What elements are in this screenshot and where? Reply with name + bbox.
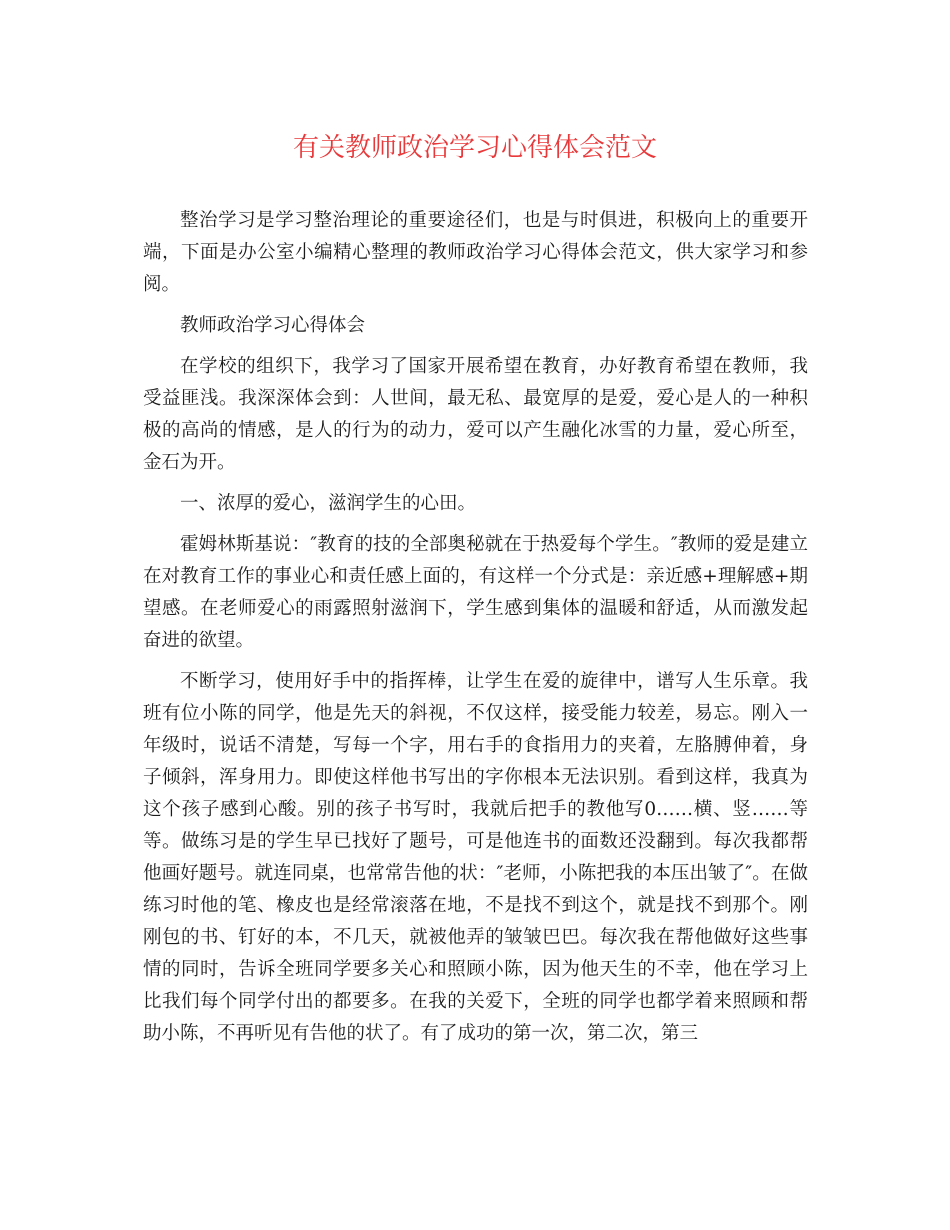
document-body [143, 205, 808, 1059]
paragraph-quote: 霍姆林斯基说：″教育的技的全部奥秘就在于热爱每个学生。″教师的爱是建立在对教育工作的事业心和责任感上面的，有这样一个分式是：亲近感+理解感+期望感。在老师爱心的雨露照射滋润下，学生感到集体的温暖和舒适，从而激发起奋进的欲望。 [143, 534, 808, 651]
paragraph-intro: 整治学习是学习整治理论的重要途径们，也是与时俱进，积极向上的重要开端，下面是办公室小编精心整理的教师政治学习心得体会范文，供大家学习和参阅。 [143, 210, 808, 295]
paragraph-section-heading: 一、浓厚的爱心，滋润学生的心田。 [180, 493, 477, 514]
paragraph-learning: 在学校的组织下，我学习了国家开展希望在教育，办好教育希望在教师，我受益匪浅。我深深体会到：人世间，最无私、最宽厚的是爱，爱心是人的一种积极的高尚的情感，是人的行为的动力，爱可以产生融化冰雪的力量，爱心所至，金石为开。 [143, 356, 808, 473]
document-title: 有关教师政治学习心得体会范文 [292, 133, 657, 163]
paragraph-story: 不断学习，使用好手中的指挥棒，让学生在爱的旋律中，谱写人生乐章。我班有位小陈的同学，他是先天的斜视，不仅这样，接受能力较差，易忘。刚入一年级时，说话不清楚，写每一个字，用右手的食指用力的夹着，左胳膊伸着，身子倾斜，浑身用力。即使这样他书写出的字你根本无法识别。看到这样，我真为这个孩子感到心酸。别的孩子书写时，我就后把手的教他写0……横、竖……等等。做练习是的学生早已找好了题号，可是他连书的面数还没翻到。每次我都帮他画好题号。就连同桌，也常常告他的状：″老师，小陈把我的本压出皱了″。在做练习时他的笔、橡皮也是经常滚落在地，不是找不到这个，就是找不到那个。刚刚包的书、钉好的本，不几天，就被他弄的皱皱巴巴。每次我在帮他做好这些事情的同时，告诉全班同学要多关心和照顾小陈，因为他天生的不幸，他在学习上比我们每个同学付出的都要多。在我的关爱下，全班的同学也都学着来照顾和帮助小陈，不再听见有告他的状了。有了成功的第一次，第二次，第三 [143, 671, 808, 1044]
paragraph-subtitle: 教师政治学习心得体会 [180, 315, 366, 336]
